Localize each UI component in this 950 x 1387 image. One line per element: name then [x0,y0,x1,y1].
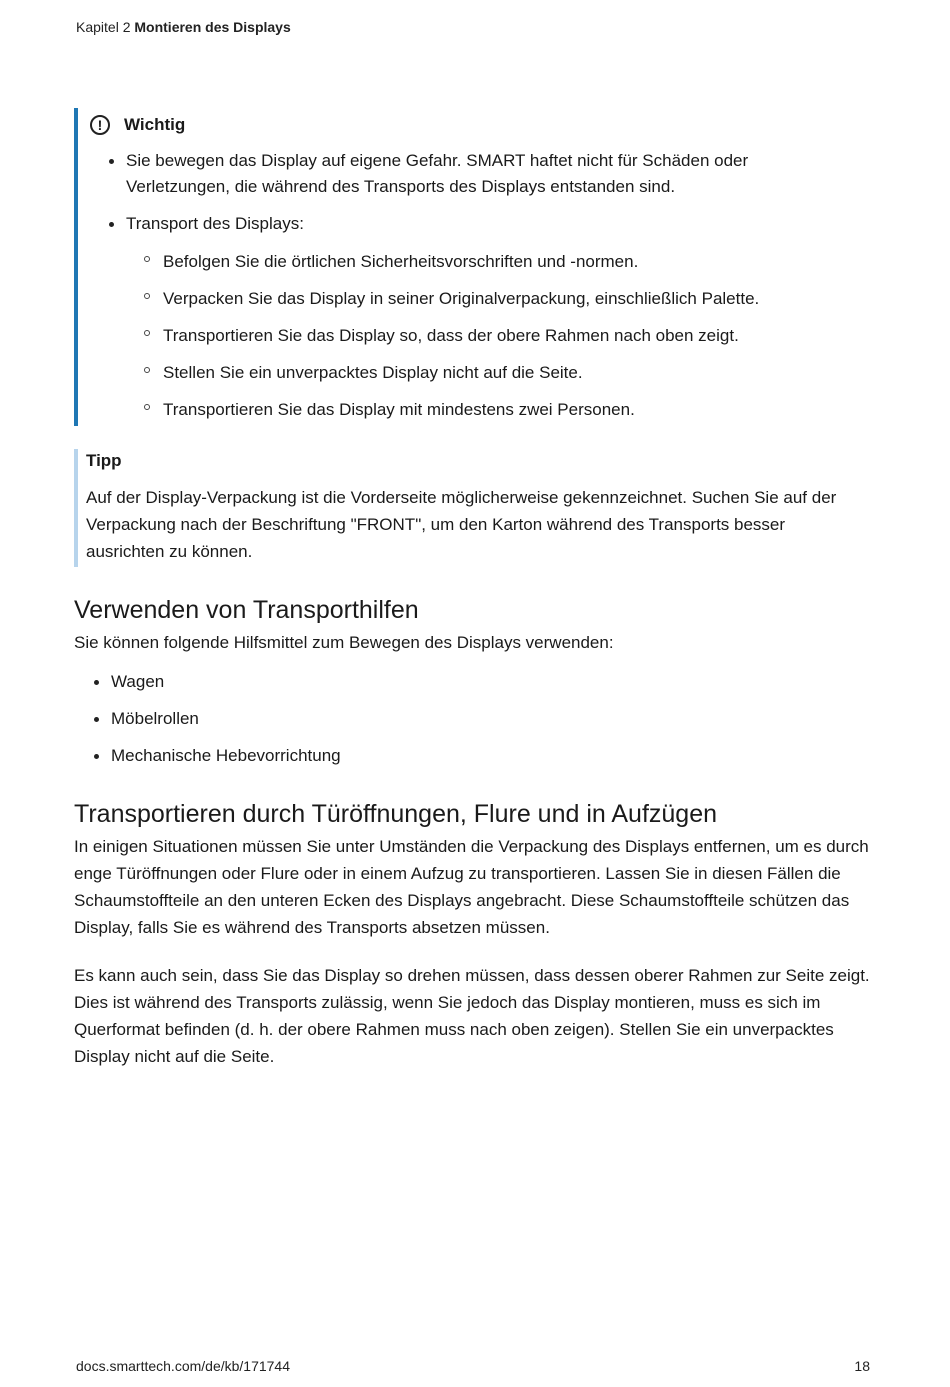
tip-title: Tipp [86,451,122,470]
list-item: Mechanische Hebevorrichtung [111,743,711,769]
list-item: Möbelrollen [111,706,711,732]
tip-callout [74,449,878,567]
section-intro: Sie können folgende Hilfsmittel zum Bewegen des Displays verwenden: [74,633,614,652]
important-sublist [163,249,863,423]
important-list [126,148,846,237]
alert-circle-icon: ! [90,115,110,135]
list-item: Sie bewegen das Display auf eigene Gefahr. SMART haftet nicht für Schäden oder Verletzungen, die während des Transports des Displays entstanden sind. [126,148,846,200]
paragraph: Es kann auch sein, dass Sie das Display so drehen müssen, dass dessen oberer Rahmen zur Seite zeigt. Dies ist während des Transports zulässig, wenn Sie jedoch das Display montieren, muss es sich im Querformat befinden (d. h. der obere Rahmen muss nach oben zeigen). Stellen Sie ein unverpacktes Display nicht auf die Seite. [74,966,870,1066]
tip-text: Auf der Display-Verpackung ist die Vorderseite möglicherweise gekennzeichnet. Suchen Sie auf der Verpackung nach der Beschriftung "FRONT", um den Karton während des Transports besser ausrichten zu können. [86,488,837,561]
section-heading-transport-aids: Verwenden von Transporthilfen [74,596,419,624]
important-title: Wichtig [124,115,186,134]
paragraph: In einigen Situationen müssen Sie unter Umständen die Verpackung des Displays entfernen, um es durch enge Türöffnungen oder Flure oder in einem Aufzug zu transportieren. Lassen Sie in diesen Fällen die Schaumstoffteile an den unteren Ecken des Displays angebracht. Diese Schaumstoffteile schützen das Display, falls Sie es während des Transports absetzen müssen. [74,837,869,937]
page-number: 18 [854,1358,870,1374]
footer-url: docs.smarttech.com/de/kb/171744 [76,1358,291,1374]
important-title-row [90,112,185,138]
sublist-item: Transportieren Sie das Display so, dass der obere Rahmen nach oben zeigt. [163,323,863,349]
sublist-item: Transportieren Sie das Display mit mindestens zwei Personen. [163,397,863,423]
list-item: Wagen [111,669,711,695]
sublist-item: Befolgen Sie die örtlichen Sicherheitsvorschriften und -normen. [163,249,863,275]
sublist-item: Verpacken Sie das Display in seiner Originalverpackung, einschließlich Palette. [163,286,863,312]
list-item: Transport des Displays: [126,211,846,237]
important-callout [74,108,878,426]
chapter-title: Montieren des Displays [134,19,291,35]
chapter-number: Kapitel 2 [76,19,131,35]
section-heading-doorways: Transportieren durch Türöffnungen, Flure und in Aufzügen [74,800,718,828]
transport-aids-list [111,669,711,769]
page-header [76,19,291,35]
sublist-item: Stellen Sie ein unverpacktes Display nicht auf die Seite. [163,360,863,386]
